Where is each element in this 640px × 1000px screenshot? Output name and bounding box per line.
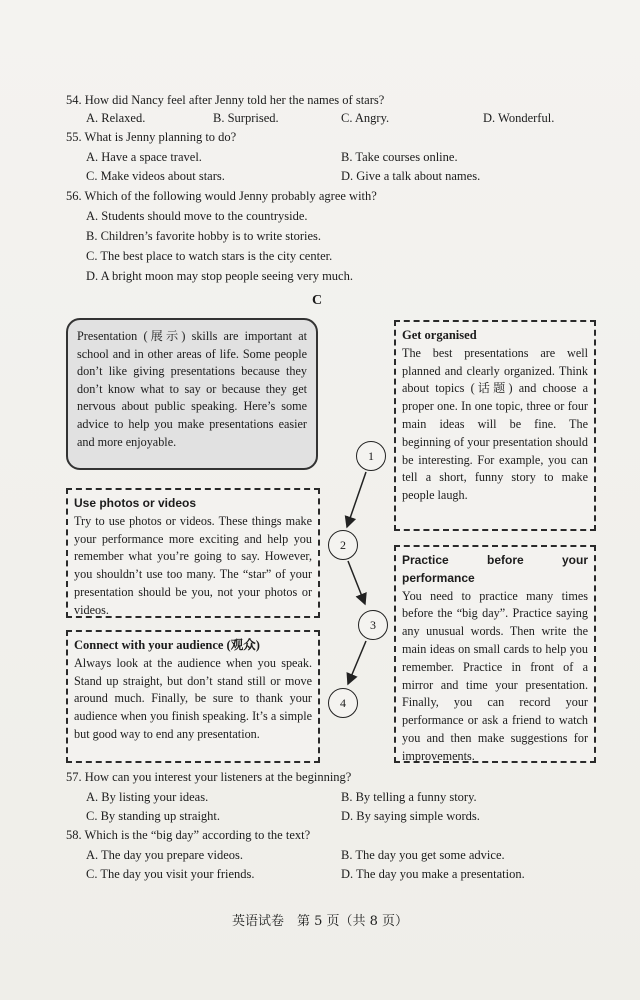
box-body: You need to practice many times before the “big day”. Practice saying any unusual words. Then write the main ideas on small cards to help you remember. Practice in front of a mirror and time your presentation. Finally, you can record your performance or ask a friend to watch you and then make suggestions for improvements.: [402, 588, 588, 763]
question-54-stem: 54. How did Nancy feel after Jenny told her the names of stars?: [66, 93, 385, 107]
box-body: Try to use photos or videos. These things make your performance more exciting and help you remember what you’re going to say. However, you shouldn’t use too many. The “star” of your presentation should be you, not your photos or videos.: [74, 513, 312, 617]
box-title: Connect with your audience (观众): [74, 638, 260, 652]
box-body: Always look at the audience when you speak. Stand up straight, but don’t stand still or move around much. Finally, be sure to thank your audience when you finish speaking. It’s a simple but good way to end any presentation.: [74, 655, 312, 741]
arrow-3-to-4: [348, 641, 366, 684]
q58-option-d: D. The day you make a presentation.: [341, 867, 525, 881]
step-circle-1: 1: [356, 441, 386, 471]
arrow-1-to-2: [347, 472, 366, 527]
box-body: The best presentations are well planned and clearly organized. Think about topics (话题) and choose a proper one. In one topic, three or four main ideas will be fine. The beginning of your presentation should be interesting. For example, you can tell a short, funny story to make people laugh.: [402, 345, 588, 503]
q56-option-d: D. A bright moon may stop people seeing very much.: [86, 269, 353, 283]
box-title: Practice before your performance: [402, 553, 588, 585]
q58-option-b: B. The day you get some advice.: [341, 848, 505, 862]
q56-option-b: B. Children’s favorite hobby is to write stories.: [86, 229, 322, 243]
arrow-2-to-3: [348, 561, 365, 604]
q57-option-d: D. By saying simple words.: [341, 809, 480, 823]
q57-option-a: A. By listing your ideas.: [86, 790, 209, 804]
step-circle-3: 3: [358, 610, 388, 640]
box-title: Use photos or videos: [74, 496, 197, 510]
q54-option-c: C. Angry.: [341, 111, 390, 125]
question-56-stem: 56. Which of the following would Jenny probably agree with?: [66, 189, 377, 203]
q55-option-a: A. Have a space travel.: [86, 150, 202, 164]
page-footer: 英语试卷 第 5 页（共 8 页）: [231, 914, 409, 929]
q54-option-b: B. Surprised.: [213, 111, 279, 125]
step-circle-4: 4: [328, 688, 358, 718]
q55-option-b: B. Take courses online.: [341, 150, 458, 164]
q56-option-c: C. The best place to watch stars is the city center.: [86, 249, 333, 263]
q56-option-a: A. Students should move to the countryside.: [86, 209, 308, 223]
question-58-stem: 58. Which is the “big day” according to the text?: [66, 828, 311, 842]
q57-option-c: C. By standing up straight.: [86, 809, 221, 823]
section-label: C: [312, 293, 323, 308]
q55-option-d: D. Give a talk about names.: [341, 169, 481, 183]
question-57-stem: 57. How can you interest your listeners at the beginning?: [66, 770, 352, 784]
question-55-stem: 55. What is Jenny planning to do?: [66, 130, 237, 144]
box-title: Get organised: [402, 328, 477, 342]
q54-option-a: A. Relaxed.: [86, 111, 146, 125]
q58-option-a: A. The day you prepare videos.: [86, 848, 244, 862]
intro-box: Presentation (展示) skills are important at school and in other areas of life. Some people don’t like giving presentations because they don’t know what to say or because they get nervous about public speaking. Here’s some advice to help you make presentations easier and more enjoyable.: [66, 318, 318, 470]
q57-option-b: B. By telling a funny story.: [341, 790, 477, 804]
q55-option-c: C. Make videos about stars.: [86, 169, 225, 183]
step-circle-2: 2: [328, 530, 358, 560]
q58-option-c: C. The day you visit your friends.: [86, 867, 255, 881]
q54-option-d: D. Wonderful.: [483, 111, 555, 125]
